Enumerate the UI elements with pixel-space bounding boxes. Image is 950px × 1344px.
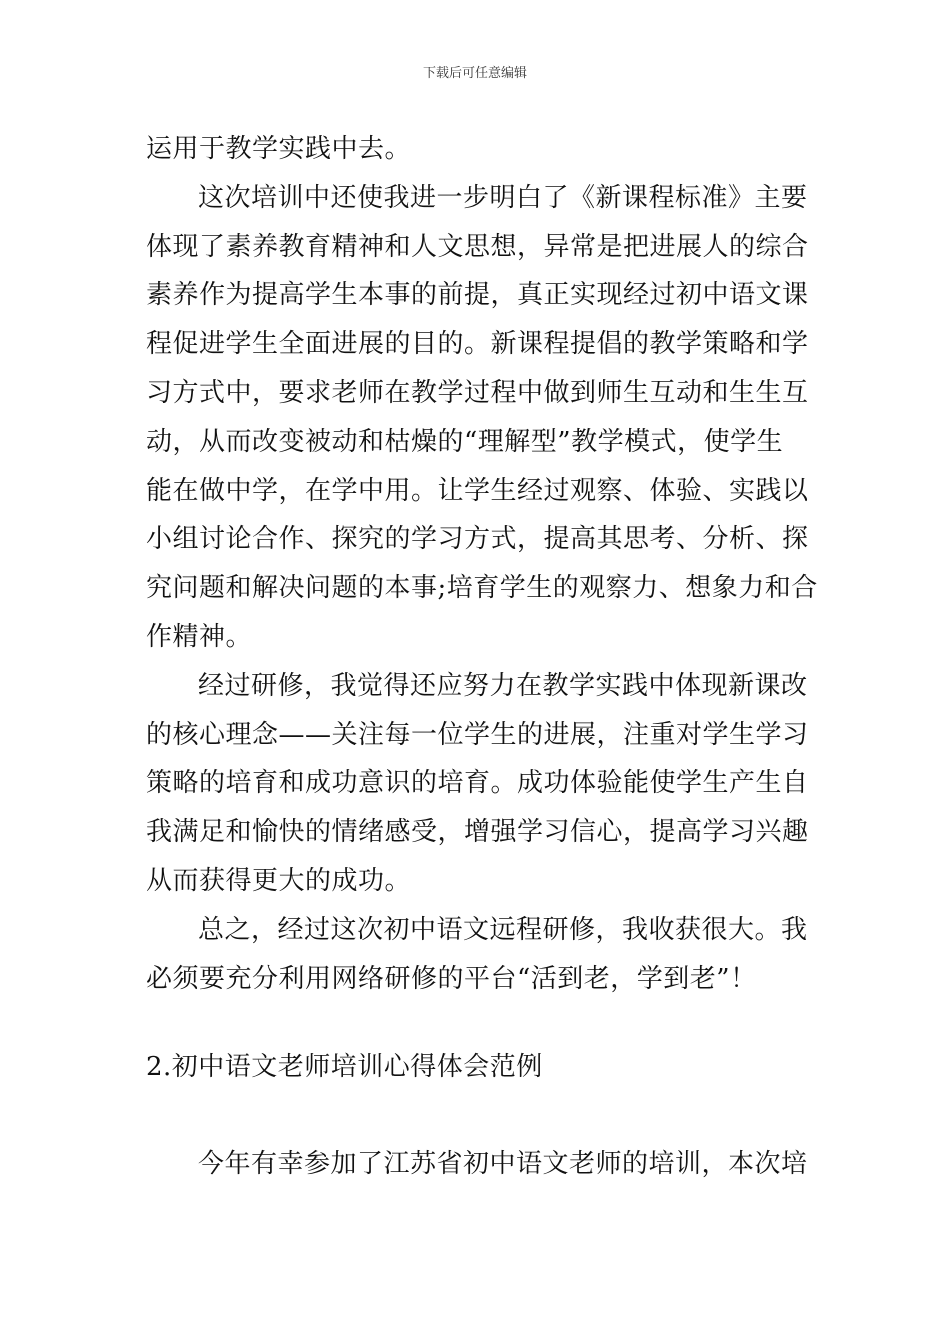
paragraph-gap: [146, 1003, 816, 1043]
paragraph-gap: [146, 1092, 816, 1140]
text-line: 运用于教学实践中去。: [146, 134, 412, 164]
text-line: 作精神。: [146, 621, 253, 652]
text-line: 小组讨论合作、探究的学习方式，提高其思考、分析、探: [146, 524, 809, 555]
text-line: 的核心理念——关注每一位学生的进展，注重对学生学习: [146, 719, 809, 750]
page-header: 下载后可任意编辑: [422, 66, 527, 81]
text-line: 能在做中学，在学中用。让学生经过观察、体验、实践以: [146, 475, 809, 506]
document-body: [146, 125, 816, 1189]
text-line: 我满足和愉快的情绪感受，增强学习信心，提高学习兴趣: [146, 817, 809, 848]
text-line: 从而获得更大的成功。: [146, 865, 412, 896]
paragraph-start-line: 经过研修，我觉得还应努力在教学实践中体现新课改: [198, 670, 808, 701]
text-line: 程促进学生全面进展的目的。新课程提倡的教学策略和学: [146, 329, 809, 360]
paragraph-start-line: 今年有幸参加了江苏省初中语文老师的培训，本次培: [198, 1149, 808, 1180]
text-line: 素养作为提高学生本事的前提，真正实现经过初中语文课: [146, 280, 809, 311]
paragraph-start-line: 这次培训中还使我进一步明白了《新课程标准》主要: [198, 182, 808, 213]
text-line: 必须要充分利用网络研修的平台“活到老，学到老”！: [146, 963, 757, 994]
text-line: 策略的培育和成功意识的培育。成功体验能使学生产生自: [146, 768, 809, 799]
text-line: 动，从而改变被动和枯燥的“理解型”教学模式，使学生: [146, 426, 784, 457]
text-line: 究问题和解决问题的本事;培育学生的观察力、想象力和合: [146, 573, 818, 604]
text-line: 体现了素养教育精神和人文思想，异常是把进展人的综合: [146, 231, 809, 262]
section-heading: 2.初中语文老师培训心得体会范例: [146, 1052, 543, 1083]
text-line: 习方式中，要求老师在教学过程中做到师生互动和生生互: [146, 377, 809, 408]
paragraph-start-line: 总之，经过这次初中语文远程研修，我收获很大。我: [198, 914, 808, 945]
